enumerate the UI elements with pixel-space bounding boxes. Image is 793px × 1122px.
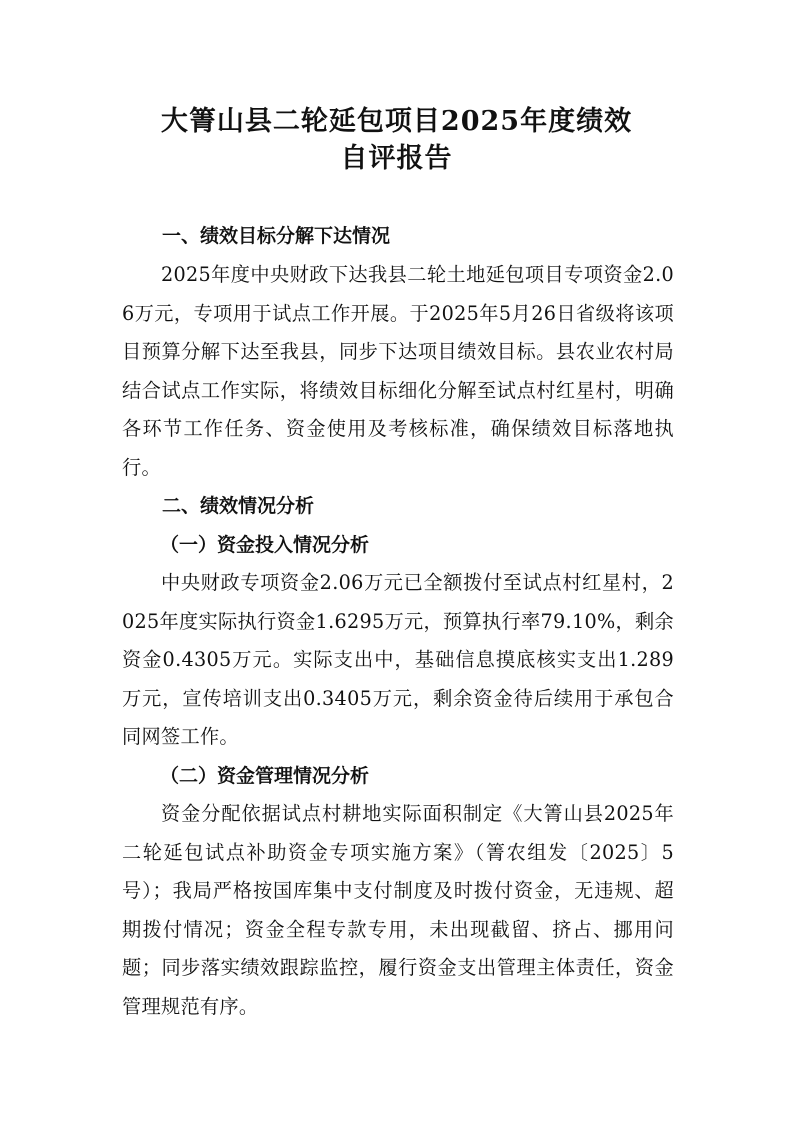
- subsection-2-1-paragraph: 中央财政专项资金2.06万元已全额拨付至试点村红星村，2025年度实际执行资金1.6295万元，预算执行率79.10%，剩余资金0.4305万元。实际支出中，基础信息摸底核实支出1.289万元，宣传培训支出0.3405万元，剩余资金待后续用于承包合同网签工作。: [122, 571, 674, 748]
- report-title-line-1: 大箐山县二轮延包项目2025年度绩效: [160, 106, 633, 137]
- subsection-2-1-heading: （一）资金投入情况分析: [160, 534, 370, 556]
- section-1-heading: 一、绩效目标分解下达情况: [162, 225, 391, 247]
- report-title-line-2: 自评报告: [340, 143, 453, 174]
- section-1-paragraph: 2025年度中央财政下达我县二轮土地延包项目专项资金2.06万元，专项用于试点工作开展。于2025年5月26日省级将该项目预算分解下达至我县，同步下达项目绩效目标。县农业农村局结合试点工作实际，将绩效目标细化分解至试点村红星村，明确各环节工作任务、资金使用及考核标准，确保绩效目标落地执行。: [122, 263, 674, 479]
- subsection-2-2-paragraph: 资金分配依据试点村耕地实际面积制定《大箐山县2025年二轮延包试点补助资金专项实施方案》（箐农组发〔2025〕5号）；我局严格按国库集中支付制度及时拨付资金，无违规、超期拨付情况；资金全程专款专用，未出现截留、挤占、挪用问题；同步落实绩效跟踪监控，履行资金支出管理主体责任，资金管理规范有序。: [122, 802, 674, 1018]
- subsection-2-2-heading: （二）资金管理情况分析: [160, 765, 370, 787]
- section-2-heading: 二、绩效情况分析: [162, 495, 315, 517]
